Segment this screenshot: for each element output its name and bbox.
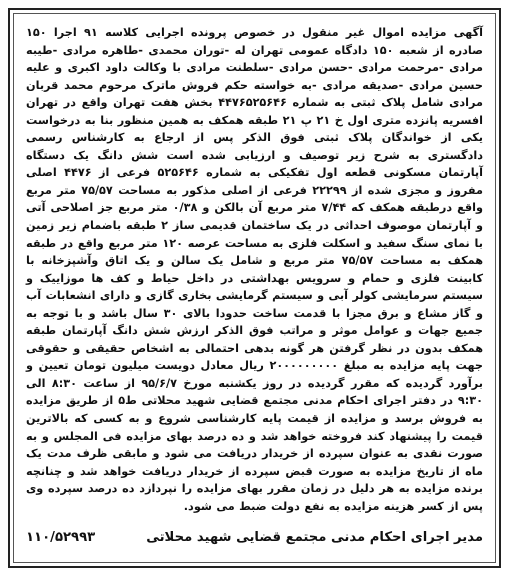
notice-footer — [26, 530, 483, 552]
notice-body-text: آگهی مزایده اموال غیر منقول در خصوص پرونده اجرایی کلاسه ۹۱ اجرا ۱۵۰ صادره از شعبه ۱۵۰ دادگاه عمومی تهران له -توران محمدی -طاهره مرادی -طیبه مرادی -مرحمت مرادی -حسن مرادی -سلطنت مرادی با وکالت داود اکبری و علیه حسین مرادی -صدیقه مرادی -به خواسته حکم فروش ماترک مرحوم محمد قربان مرادی شامل پلاک ثبتی به شماره ۴۴۷۶۵۲۵۶۴۶ بخش هفت تهران واقع در تهران افسریه پانزده متری اول خ ۲۱ پ ۲۱ طبقه همکف به همین منظور بنا به درخواست یکی از خواندگان پلاک ثبتی فوق الذکر پس از ارجاع به کارشناس رسمی دادگستری به شرح زیر توصیف و ارزیابی شده است شش دانگ یک دستگاه آپارتمان مسکونی قطعه اول تفکیکی به شماره ۵۲۵۶۴۶ فرعی از ۴۴۷۶ اصلی مفروز و مجزی شده از ۲۲۲۹۹ فرعی از اصلی مذکور به مساحت ۷۵/۵۷ متر مربع واقع درطبقه همکف که ۷/۴۴ متر مربع آن بالکن و ۰/۳۸ متر مربع جز اصلاحی آتی و آپارتمان موصوف احداثی در یک ساختمان قدیمی ساز ۲ طبقه باضمام زیر زمین با نمای سنگ سفید و اسکلت فلزی به مساحت عرصه ۱۲۰ متر مربع واقع در طبقه همکف به مساحت ۷۵/۵۷ متر مربع و شامل یک سالن و یک اتاق وآشپزخانه با کابینت فلزی و حمام و سرویس بهداشتی در داخل حیاط و کف ها موزاییک و سیستم سرمایشی کولر آبی و سیستم گرمایشی بخاری گازی و دارای انشعابات آب و گاز مشاع و برق مجزا با قدمت ساخت حدودا بالای ۳۰ سال باشد و با توجه به جمیع جهات و عوامل موثر و مراتب فوق الذکر ارزش شش دانگ آپارتمان طبقه همکف بدون در نظر گرفتن هر گونه بدهی احتمالی به اشخاص حقیقی و حقوقی جهت پایه مزایده به مبلغ ۲۰۰۰۰۰۰۰۰۰ ریال معادل دویست میلیون تومان تعیین و برآورد گردیده که مقرر گردیده در روز یکشنبه مورخ ۹۵/۶/۷ از ساعت ۸:۳۰ الی ۹:۳۰ در دفتر اجرای احکام مدنی مجتمع قضایی شهید محلاتی ط۵ از طریق مزایده به فروش برسد و مزایده از قیمت پایه کارشناسی شروع و به کسی که بالاترین قیمت را پیشنهاد کند فروخته خواهد شد و ده درصد بهای مزایده فی المجلس و به صورت نقدی به عنوان سپرده از خریدار دریافت می شود و مابقی ظرف مدت یک ماه از تاریخ مزایده به صورت قبض سپرده از خریدار دریافت خواهد شد و چنانچه برنده مزایده به هر دلیل در زمان مقرر بهای مزایده را نپردازد ده درصد سپرده وی پس از کسر هزینه مزایده به نفع دولت ضبط می شود. — [26, 26, 484, 513]
notice-signature: مدیر اجرای احکام مدنی مجتمع قضایی شهید محلاتی — [146, 530, 483, 545]
notice-frame — [8, 8, 501, 568]
notice-code: ۱۱۰/۵۲۹۹۳ — [26, 530, 96, 545]
